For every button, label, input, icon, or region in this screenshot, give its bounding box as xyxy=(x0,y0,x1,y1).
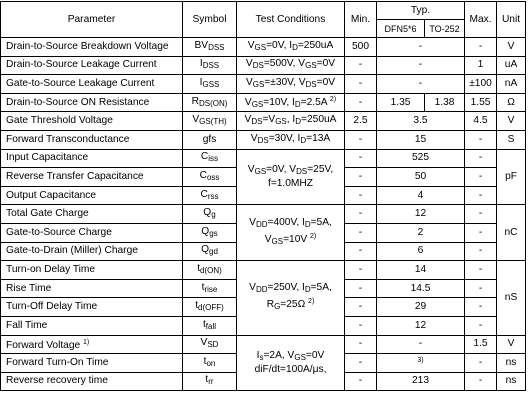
typ-cell: 12 xyxy=(377,205,465,224)
symbol-cell: gfs xyxy=(183,130,237,149)
symbol-cell: $t_{rr}$ xyxy=(183,372,237,391)
typ-cell: 3.5 xyxy=(377,112,465,131)
max-cell: - xyxy=(465,186,497,205)
param-cell: Forward Transconductance xyxy=(1,130,183,149)
param-cell: Gate Threshold Voltage xyxy=(1,112,183,131)
param-cell: Reverse Transfer Capacitance xyxy=(1,168,183,187)
header-typ: Typ. xyxy=(377,2,465,20)
typ-cell: - xyxy=(377,56,465,75)
symbol-cell: $t_{on}$ xyxy=(183,354,237,373)
min-cell: - xyxy=(345,335,377,354)
symbol-cell: $C_{iss}$ xyxy=(183,149,237,168)
unit-cell: nA xyxy=(497,75,526,94)
param-cell: Gate-to-Source Charge xyxy=(1,223,183,242)
condition-cell: $I_s=2A$, $V_{GS}=0V$ diF/dt=100A/μs, xyxy=(237,335,345,391)
min-cell: - xyxy=(345,316,377,335)
param-cell: Turn-Off Delay Time xyxy=(1,298,183,317)
min-cell: - xyxy=(345,298,377,317)
symbol-cell: $BV_{DSS}$ xyxy=(183,38,237,57)
symbol-cell: $t_{d(OFF)}$ xyxy=(183,298,237,317)
symbol-cell: $I_{GSS}$ xyxy=(183,75,237,94)
max-cell: - xyxy=(465,223,497,242)
condition-cell: $V_{GS}=0V$, $V_{DS}=25V$, f=1.0MHZ xyxy=(237,149,345,205)
table-row xyxy=(1,335,526,354)
condition-cell: $V_{DD}=250V$, $I_D=5A$, $R_G=25\Omega$ $^{2)}$ xyxy=(237,261,345,335)
table-row xyxy=(1,261,526,280)
typ-cell: 6 xyxy=(377,242,465,261)
max-cell: - xyxy=(465,130,497,149)
typ-cell: 12 xyxy=(377,316,465,335)
param-cell: Rise Time xyxy=(1,279,183,298)
typ-cell: 14.5 xyxy=(377,279,465,298)
unit-cell: V xyxy=(497,38,526,57)
max-cell: - xyxy=(465,168,497,187)
max-cell: - xyxy=(465,279,497,298)
table-row xyxy=(1,56,526,75)
param-cell: Total Gate Charge xyxy=(1,205,183,224)
unit-cell: pF xyxy=(497,149,526,205)
param-cell: Drain-to-Source Breakdown Voltage xyxy=(1,38,183,57)
table-row xyxy=(1,112,526,131)
min-cell: - xyxy=(345,354,377,373)
param-cell: Forward Turn-On Time xyxy=(1,354,183,373)
max-cell: 1 xyxy=(465,56,497,75)
min-cell: - xyxy=(345,205,377,224)
unit-cell: nC xyxy=(497,205,526,261)
symbol-cell: $t_{rise}$ xyxy=(183,279,237,298)
header-test-conditions: Test Conditions xyxy=(237,2,345,38)
condition-cell: $V_{GS}=10V$, $I_D=2.5A$ $^{2)}$ xyxy=(237,93,345,112)
min-cell: - xyxy=(345,279,377,298)
condition-cell: $V_{DS}=30V$, $I_D=13A$ xyxy=(237,130,345,149)
condition-cell: $V_{GS}=\pm 30V$, $V_{DS}=0V$ xyxy=(237,75,345,94)
max-cell: - xyxy=(465,149,497,168)
unit-cell: ns xyxy=(497,354,526,373)
max-cell: - xyxy=(465,372,497,391)
typ-to-cell: 1.38 xyxy=(425,93,465,112)
symbol-cell: $t_{d(ON)}$ xyxy=(183,261,237,280)
max-cell: - xyxy=(465,316,497,335)
param-cell: Drain-to-Source Leakage Current xyxy=(1,56,183,75)
min-cell: - xyxy=(345,93,377,112)
max-cell: ±100 xyxy=(465,75,497,94)
typ-cell: - xyxy=(377,38,465,57)
typ-cell: 3) xyxy=(377,354,465,373)
max-cell: - xyxy=(465,205,497,224)
param-cell: Gate-to-Drain (Miller) Charge xyxy=(1,242,183,261)
table-row xyxy=(1,205,526,224)
min-cell: - xyxy=(345,372,377,391)
table-row xyxy=(1,75,526,94)
symbol-cell: $Q_g$ xyxy=(183,205,237,224)
table-row xyxy=(1,93,526,112)
max-cell: - xyxy=(465,354,497,373)
min-cell: - xyxy=(345,223,377,242)
header-unit: Unit xyxy=(497,2,526,38)
symbol-cell: $C_{oss}$ xyxy=(183,168,237,187)
header-min: Min. xyxy=(345,2,377,38)
min-cell: - xyxy=(345,186,377,205)
param-cell: Fall Time xyxy=(1,316,183,335)
param-cell: Output Capacitance xyxy=(1,186,183,205)
min-cell: 2.5 xyxy=(345,112,377,131)
param-cell: Input Capacitance xyxy=(1,149,183,168)
header-max: Max. xyxy=(465,2,497,38)
unit-cell: V xyxy=(497,335,526,354)
symbol-cell: $Q_{gd}$ xyxy=(183,242,237,261)
max-cell: 4.5 xyxy=(465,112,497,131)
unit-cell: S xyxy=(497,130,526,149)
header-typ-to: TO-252 xyxy=(425,20,465,38)
typ-cell: 29 xyxy=(377,298,465,317)
symbol-cell: $Q_{gs}$ xyxy=(183,223,237,242)
max-cell: - xyxy=(465,298,497,317)
typ-cell: 2 xyxy=(377,223,465,242)
typ-cell: 50 xyxy=(377,168,465,187)
header-parameter: Parameter xyxy=(1,2,183,38)
min-cell: - xyxy=(345,75,377,94)
symbol-cell: $R_{DS(ON)}$ xyxy=(183,93,237,112)
table-row xyxy=(1,130,526,149)
unit-cell: nS xyxy=(497,261,526,335)
max-cell: - xyxy=(465,38,497,57)
condition-cell: $V_{DS}=V_{GS}$, $I_D=250uA$ xyxy=(237,112,345,131)
min-cell: - xyxy=(345,168,377,187)
param-cell: Reverse recovery time xyxy=(1,372,183,391)
symbol-cell: $t_{fall}$ xyxy=(183,316,237,335)
param-cell: Gate-to-Source Leakage Current xyxy=(1,75,183,94)
symbol-cell: $V_{GS(TH)}$ xyxy=(183,112,237,131)
unit-cell: Ω xyxy=(497,93,526,112)
typ-dfn-cell: 1.35 xyxy=(377,93,425,112)
max-cell: - xyxy=(465,261,497,280)
typ-cell: 525 xyxy=(377,149,465,168)
symbol-cell: $C_{rss}$ xyxy=(183,186,237,205)
typ-cell: - xyxy=(377,75,465,94)
condition-cell: $V_{DS}=500V$, $V_{GS}=0V$ xyxy=(237,56,345,75)
max-cell: 1.5 xyxy=(465,335,497,354)
condition-cell: $V_{DD}=400V$, $I_D=5A$, $V_{GS}=10V$ $^{2)}$ xyxy=(237,205,345,261)
symbol-cell: $I_{DSS}$ xyxy=(183,56,237,75)
typ-cell: - xyxy=(377,335,465,354)
electrical-characteristics-table xyxy=(0,1,526,391)
typ-cell: 213 xyxy=(377,372,465,391)
param-cell: Forward Voltage $^{1)}$ xyxy=(1,335,183,354)
min-cell: - xyxy=(345,130,377,149)
param-cell: Turn-on Delay Time xyxy=(1,261,183,280)
typ-cell: 4 xyxy=(377,186,465,205)
header-symbol: Symbol xyxy=(183,2,237,38)
typ-cell: 14 xyxy=(377,261,465,280)
min-cell: - xyxy=(345,242,377,261)
table-row xyxy=(1,38,526,57)
unit-cell: V xyxy=(497,112,526,131)
min-cell: 500 xyxy=(345,38,377,57)
symbol-cell: $V_{SD}$ xyxy=(183,335,237,354)
min-cell: - xyxy=(345,149,377,168)
condition-cell: $V_{GS}=0V$, $I_D=250uA$ xyxy=(237,38,345,57)
header-typ-dfn: DFN5*6 xyxy=(377,20,425,38)
max-cell: 1.55 xyxy=(465,93,497,112)
unit-cell: ns xyxy=(497,372,526,391)
min-cell: - xyxy=(345,56,377,75)
table-row xyxy=(1,149,526,168)
typ-cell: 15 xyxy=(377,130,465,149)
param-cell: Drain-to-Source ON Resistance xyxy=(1,93,183,112)
unit-cell: uA xyxy=(497,56,526,75)
min-cell: - xyxy=(345,261,377,280)
max-cell: - xyxy=(465,242,497,261)
